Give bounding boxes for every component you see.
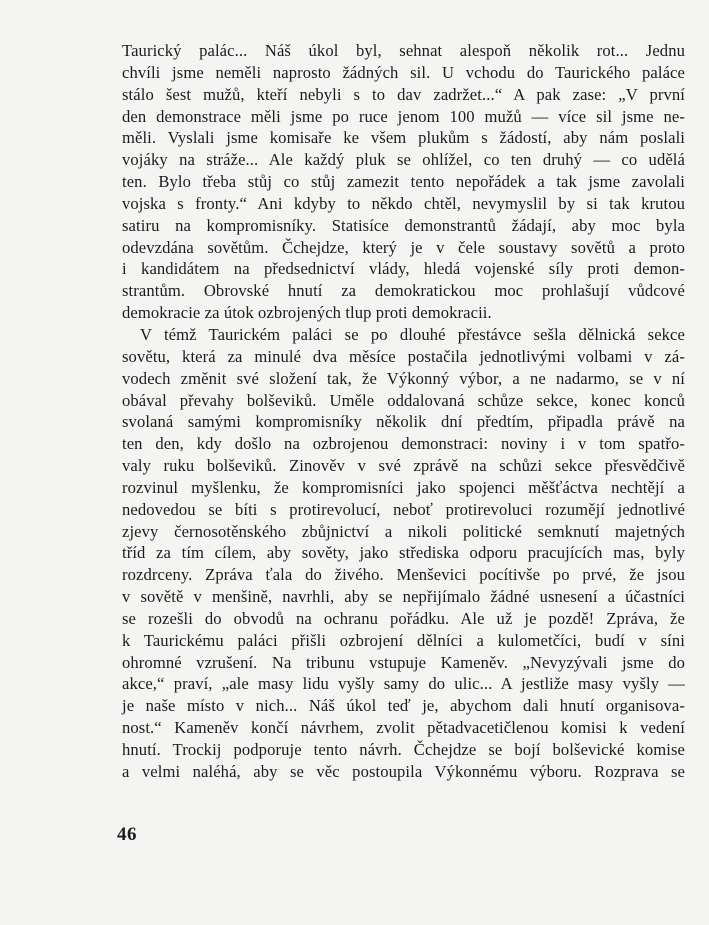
text-line: odevzdána sovětům. Čchejdze, který je v čele soustavy sovětů a proto bbox=[122, 237, 685, 257]
text-line: obával převahy bolševiků. Uměle oddalovaná schůze sekce, konec konců bbox=[122, 390, 685, 410]
text-line: Taurický palác... Náš úkol byl, sehnat alespoň několik rot... Jednu bbox=[122, 41, 685, 60]
body-text bbox=[122, 40, 685, 783]
text-line: měli. Vyslali jsme komisaře ke všem plukům s žádostí, aby nám poslali bbox=[122, 128, 685, 148]
text-line: den demonstrace měli jsme po ruce jenom 100 mužů — více sil jsme ne- bbox=[122, 106, 685, 126]
text-line: vojáky na stráže... Ale každý pluk se ohlížel, co ten druhý — co udělá bbox=[122, 150, 685, 170]
text-line: satiru na kompromisníky. Statisíce demonstrantů žádají, aby moc byla bbox=[122, 215, 685, 235]
text-line: tříd za tím cílem, aby sověty, jako střediska odporu pracujících mas, byly bbox=[122, 543, 685, 563]
text-line: rozdrceny. Zpráva ťala do živého. Menševici pocítivše po prvé, že jsou bbox=[122, 565, 685, 585]
text-line: i kandidátem na předsednictví vlády, hledá vojenské síly proti demon- bbox=[122, 259, 685, 279]
text-line: akce,“ praví, „ale masy lidu vyšly samy do ulic... A jestliže masy vyšly — bbox=[122, 674, 685, 694]
text-line: ten den, kdy došlo na ozbrojenou demonstraci: noviny i v tom spatřo- bbox=[122, 434, 685, 454]
text-line: zjevy černosotěnského zbůjnictví a nikoli politické semknutí majetných bbox=[122, 521, 685, 541]
paragraph-start-line: V témž Taurickém paláci se po dlouhé přestávce sešla dělnická sekce bbox=[140, 324, 685, 344]
text-line: chvíli jsme neměli naprosto žádných sil. U vchodu do Taurického paláce bbox=[122, 62, 685, 82]
text-line: rozvinul myšlenku, že kompromisníci jako spojenci měšťáctva nechtějí a bbox=[122, 477, 685, 497]
text-line: strantům. Obrovské hnutí za demokratickou moc prohlašují vůdcové bbox=[122, 281, 685, 301]
text-line: stálo šest mužů, kteří nebyli s to dav zadržet...“ A pak zase: „V první bbox=[122, 84, 685, 104]
text-line: nost.“ Kameněv končí návrhem, zvolit pětadvacetičlenou komisi k vedení bbox=[122, 718, 685, 738]
text-line: ten. Bylo třeba stůj co stůj zamezit tento nepořádek a tak jsme zavolali bbox=[122, 172, 685, 192]
text-line: nedovedou se bíti s protirevolucí, neboť protirevoluci rozumějí jednotlivé bbox=[122, 499, 685, 519]
text-line: se rozešli do obvodů na ochranu pořádku. Ale už je pozdě! Zpráva, že bbox=[122, 608, 685, 628]
text-line: valy ruku bolševiků. Zinověv v své zprávě na schůzi sekce přesvědčivě bbox=[122, 456, 685, 476]
text-line: a velmi naléhá, aby se věc postoupila Výkonnému výboru. Rozprava se bbox=[122, 761, 685, 781]
paragraph-end-line: demokracie za útok ozbrojených tlup proti demokracii. bbox=[122, 303, 492, 323]
page-number: 46 bbox=[117, 824, 137, 845]
text-line: hnutí. Trockij podporuje tento návrh. Čchejdze se bojí bolševické komise bbox=[122, 740, 685, 759]
text-line: svolaná samými kompromisníky několik dní předtím, připadla právě na bbox=[122, 412, 685, 432]
text-line: vojska s fronty.“ Ani kdyby to někdo chtěl, nevymyslil by si tak krutou bbox=[122, 193, 685, 213]
text-line: ohromné vzrušení. Na tribunu vstupuje Kameněv. „Nevyzývali jsme do bbox=[122, 652, 685, 672]
text-line: vodech změnit své složení tak, že Výkonný výbor, a ne nadarmo, se v ní bbox=[122, 368, 685, 388]
text-line: sovětu, která za minulé dva měsíce postačila jednotlivými volbami v zá- bbox=[122, 346, 685, 366]
text-line: k Taurickému paláci přišli ozbrojení dělníci a kulometčíci, budí v síni bbox=[122, 630, 685, 650]
text-line: v sovětě v menšině, navrhli, aby se nepřijímalo žádné usnesení a účastníci bbox=[122, 587, 685, 607]
text-line: je naše místo v nich... Náš úkol teď je, abychom dali hnutí organisova- bbox=[122, 696, 685, 716]
